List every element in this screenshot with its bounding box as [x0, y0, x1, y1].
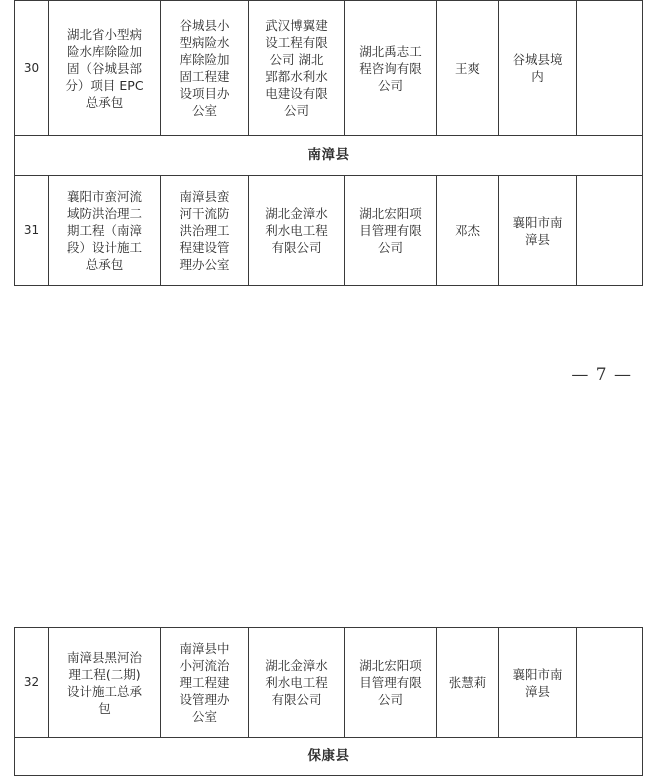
remark-cell — [577, 176, 643, 286]
contractor-cell: 湖北金漳水 利水电工程 有限公司 — [249, 628, 345, 738]
project-table-bottom — [14, 627, 643, 776]
owner-cell: 谷城县小 型病险水 库除险加 固工程建 设项目办 公室 — [161, 1, 249, 136]
remark-cell — [577, 628, 643, 738]
person-cell: 张慧莉 — [437, 628, 499, 738]
remark-cell — [577, 1, 643, 136]
project-table-top — [14, 0, 643, 286]
project-name-cell: 襄阳市蛮河流 域防洪治理二 期工程（南漳 段）设计施工 总承包 — [49, 176, 161, 286]
row-number: 32 — [15, 628, 49, 738]
project-name-cell: 湖北省小型病 险水库除险加 固（谷城县部 分）项目 EPC 总承包 — [49, 1, 161, 136]
section-row — [15, 136, 643, 176]
section-row — [15, 738, 643, 776]
person-cell: 王爽 — [437, 1, 499, 136]
person-cell: 邓杰 — [437, 176, 499, 286]
project-name-cell: 南漳县黑河治 理工程(二期) 设计施工总承 包 — [49, 628, 161, 738]
table-row — [15, 1, 643, 136]
location-cell: 谷城县境 内 — [499, 1, 577, 136]
row-number: 31 — [15, 176, 49, 286]
contractor-cell: 武汉博翼建 设工程有限 公司 湖北 郢都水利水 电建设有限 公司 — [249, 1, 345, 136]
section-heading: 南漳县 — [15, 136, 643, 176]
supervisor-cell: 湖北宏阳项 目管理有限 公司 — [345, 628, 437, 738]
location-cell: 襄阳市南 漳县 — [499, 176, 577, 286]
page-number: — 7 — — [571, 365, 632, 385]
section-heading: 保康县 — [15, 738, 643, 776]
contractor-cell: 湖北金漳水 利水电工程 有限公司 — [249, 176, 345, 286]
table-row — [15, 628, 643, 738]
supervisor-cell: 湖北禹志工 程咨询有限 公司 — [345, 1, 437, 136]
row-number: 30 — [15, 1, 49, 136]
supervisor-cell: 湖北宏阳项 目管理有限 公司 — [345, 176, 437, 286]
owner-cell: 南漳县蛮 河干流防 洪治理工 程建设管 理办公室 — [161, 176, 249, 286]
owner-cell: 南漳县中 小河流治 理工程建 设管理办 公室 — [161, 628, 249, 738]
location-cell: 襄阳市南 漳县 — [499, 628, 577, 738]
table-row — [15, 176, 643, 286]
